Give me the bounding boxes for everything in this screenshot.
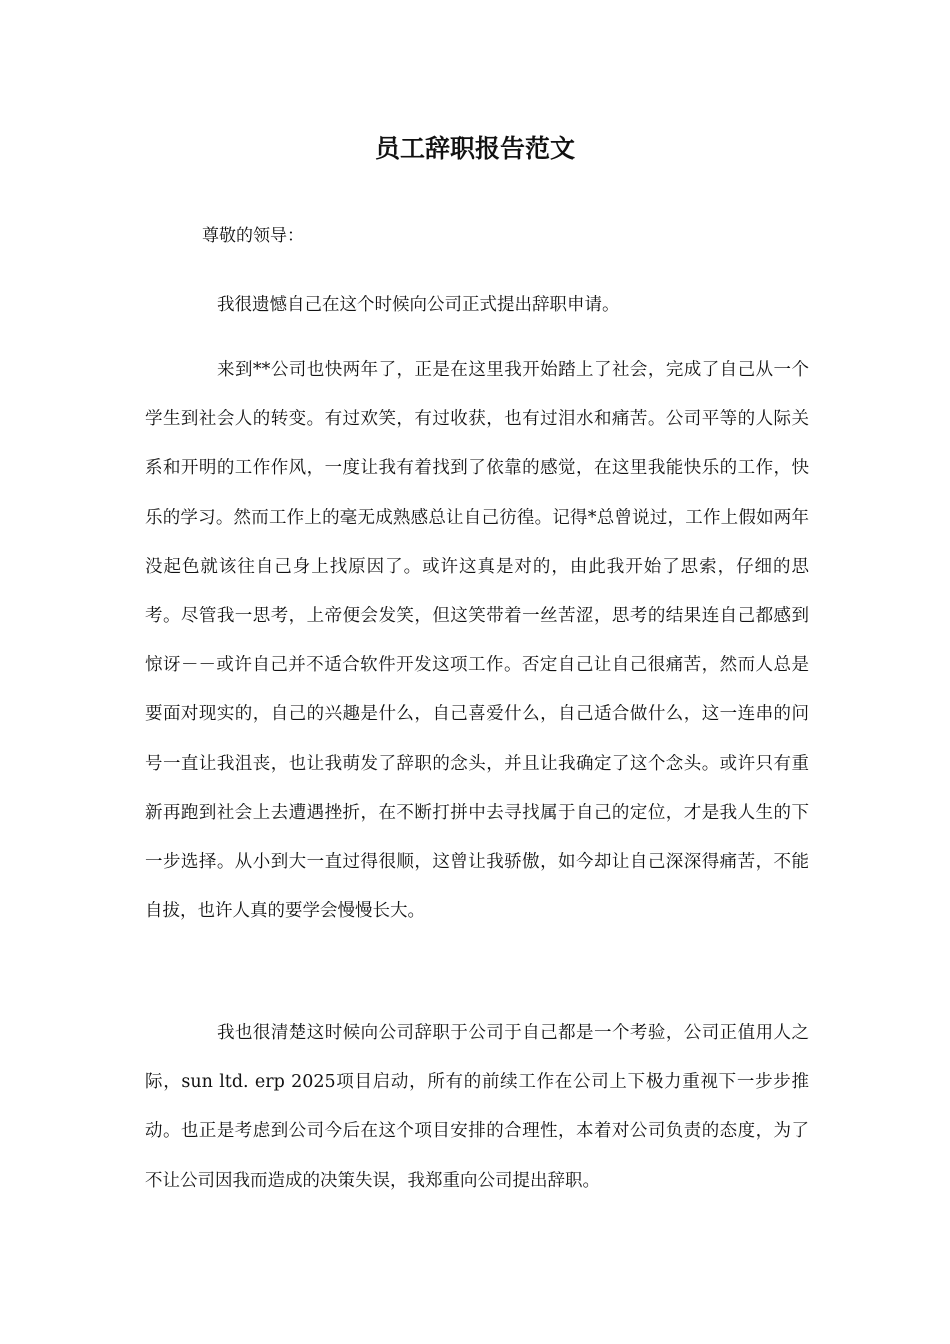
- document-title: 员工辞职报告范文: [374, 134, 575, 163]
- paragraph-reflection: 来到**公司也快两年了，正是在这里我开始踏上了社会，完成了自己从一个学生到社会人的转变。有过欢笑，有过收获，也有过泪水和痛苦。公司平等的人际关系和开明的工作作风，一度让我有着找到了依靠的感觉，在这里我能快乐的工作，快乐的学习。然而工作上的毫无成熟感总让自己彷徨。记得*总曾说过，工作上假如两年没起色就该往自己身上找原因了。或许这真是对的，由此我开始了思索，仔细的思考。尽管我一思考，上帝便会发笑，但这笑带着一丝苦涩，思考的结果连自己都感到惊讶－－或许自己并不适合软件开发这项工作。否定自己让自己很痛苦，然而人总是要面对现实的，自己的兴趣是什么，自己喜爱什么，自己适合做什么，这一连串的问号一直让我沮丧，也让我萌发了辞职的念头，并且让我确定了这个念头。或许只有重新再跑到社会上去遭遇挫折，在不断打拼中去寻找属于自己的定位，才是我人生的下一步选择。从小到大一直过得很顺，这曾让我骄傲，如今却让自己深深得痛苦，不能自拔，也许人真的要学会慢慢长大。: [145, 360, 809, 922]
- paragraph-decision: 我也很清楚这时候向公司辞职于公司于自己都是一个考验，公司正值用人之际，sun ltd. erp 2025项目启动，所有的前续工作在公司上下极力重视下一步步推动。也正是考虑到公司今后在这个项目安排的合理性，本着对公司负责的态度，为了不让公司因我而造成的决策失误，我郑重向公司提出辞职。: [145, 1023, 809, 1191]
- paragraph-opening: 我很遗憾自己在这个时候向公司正式提出辞职申请。: [217, 295, 620, 315]
- salutation: 尊敬的领导：: [202, 226, 304, 246]
